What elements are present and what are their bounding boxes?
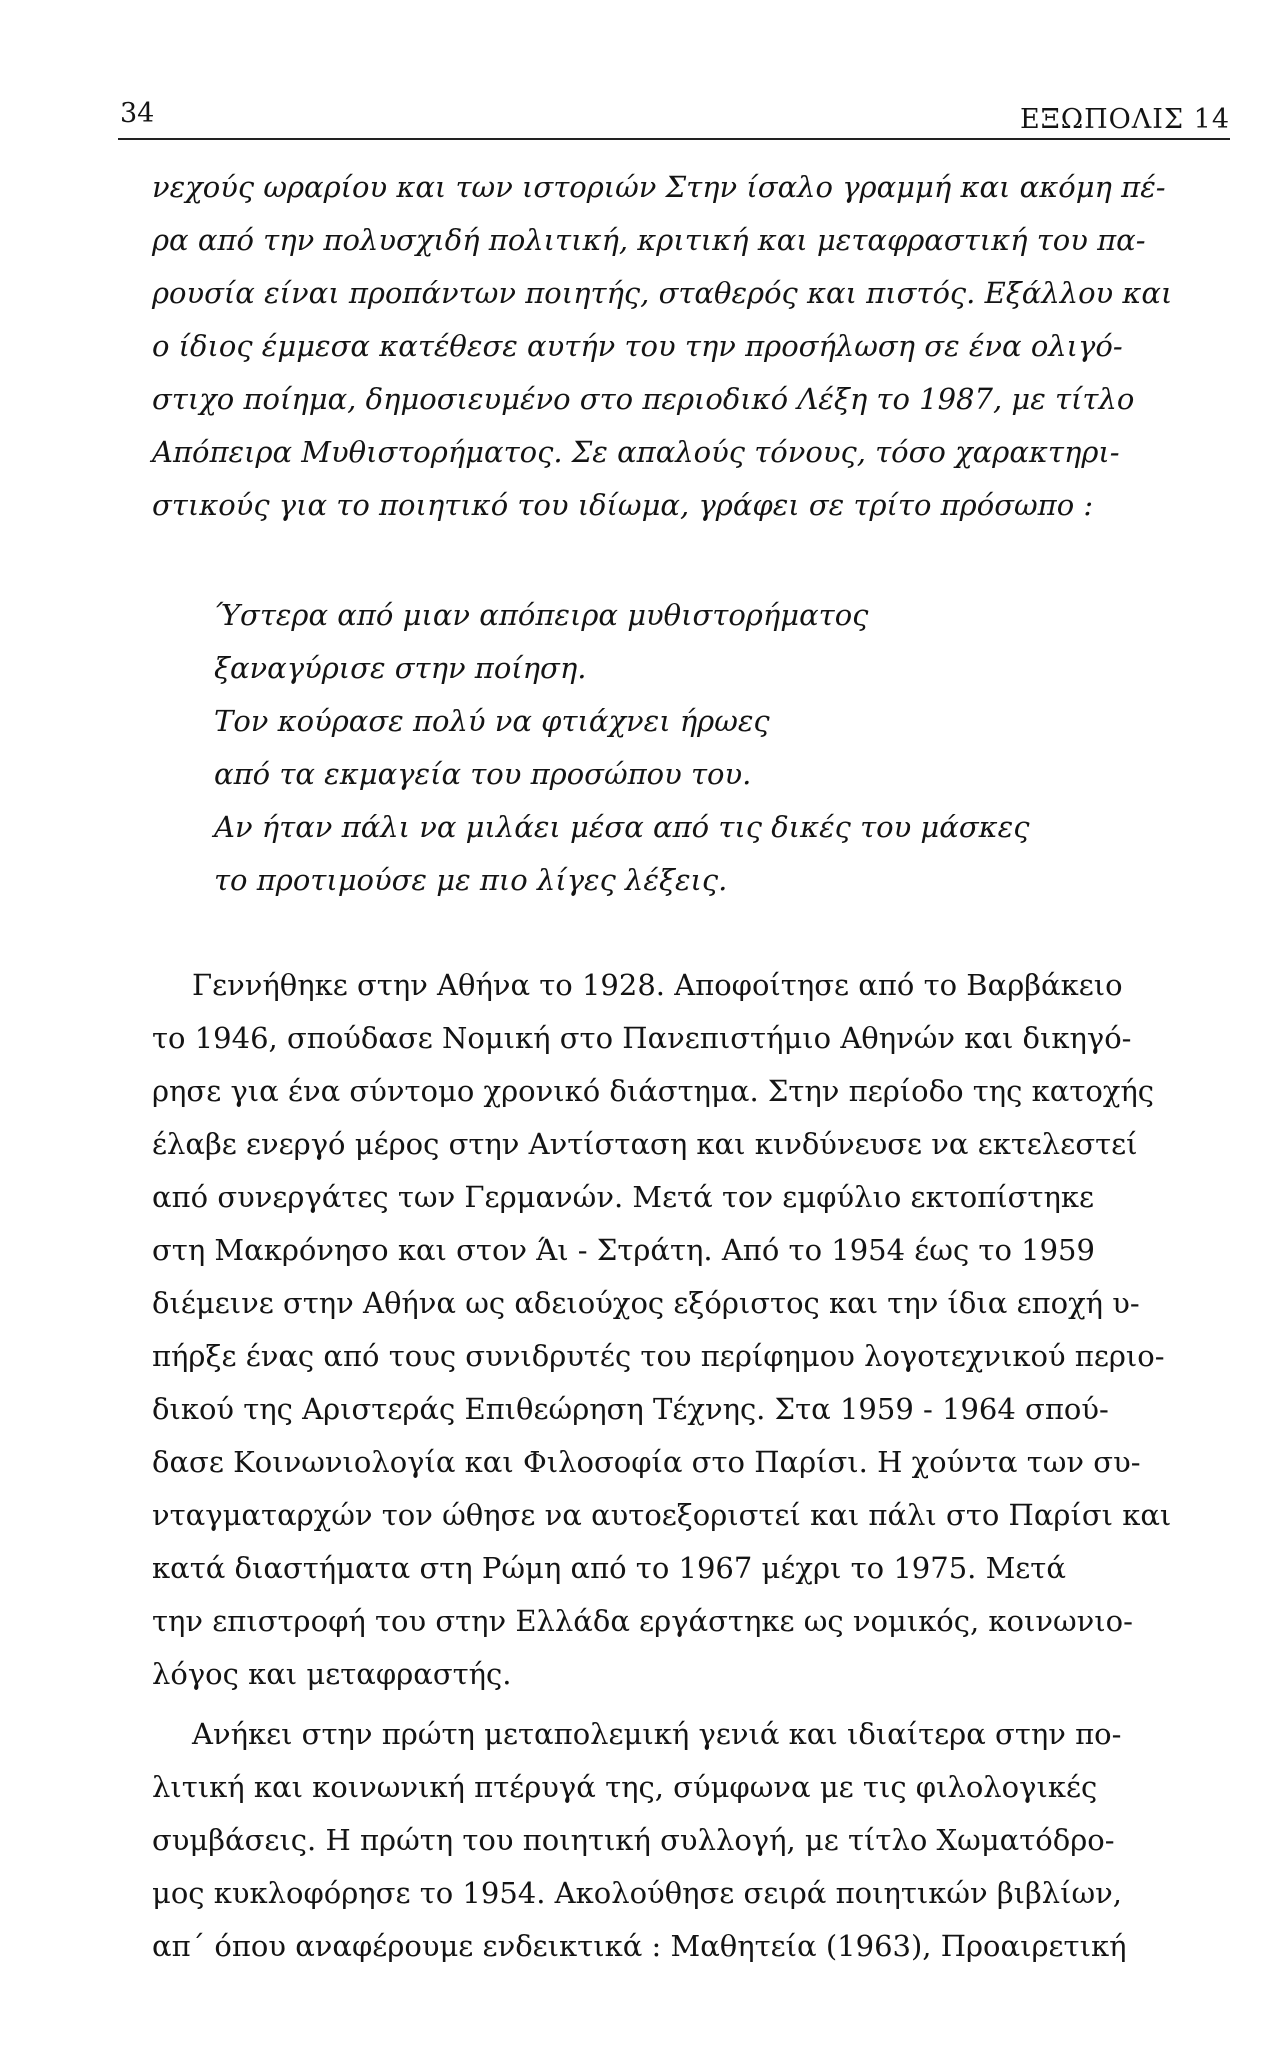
text-line: δικού της Αριστεράς Επιθεώρηση Τέχνης. Στα 1959 - 1964 σπού- — [152, 1392, 1109, 1426]
text-line: από συνεργάτες των Γερμανών. Μετά τον εμφύλιο εκτοπίστηκε — [152, 1180, 1094, 1214]
text-line: νεχούς ωραρίου και των ιστοριών Στην ίσαλο γραμμή και ακόμη πέ- — [152, 170, 1166, 204]
text-line: λιτική και κοινωνική πτέρυγά της, σύμφωνα με τις φιλολογικές — [152, 1770, 1098, 1804]
text-line: στιχο ποίημα, δημοσιευμένο στο περιοδικό Λέξη το 1987, με τίτλο — [152, 382, 1135, 416]
poem-line: Αν ήταν πάλι να μιλάει μέσα από τις δικές του μάσκες — [214, 810, 1030, 844]
page-header — [118, 98, 1230, 142]
text-line: Γεννήθηκε στην Αθήνα το 1928. Αποφοίτησε από το Βαρβάκειο — [192, 968, 1123, 1002]
poem-line: ξαναγύρισε στην ποίηση. — [214, 651, 587, 685]
text-line: το 1946, σπούδασε Νομική στο Πανεπιστήμιο Αθηνών και δικηγό- — [152, 1021, 1132, 1055]
text-line: Απόπειρα Μυθιστορήματος. Σε απαλούς τόνους, τόσο χαρακτηρι- — [152, 435, 1120, 469]
text-line: ρουσία είναι προπάντων ποιητής, σταθερός και πιστός. Εξάλλου και — [152, 276, 1173, 310]
text-line: ρα από την πολυσχιδή πολιτική, κριτική και μεταφραστική του πα- — [152, 223, 1146, 257]
text-line: την επιστροφή του στην Ελλάδα εργάστηκε ως νομικός, κοινωνιο- — [152, 1604, 1133, 1638]
text-line: πήρξε ένας από τους συνιδρυτές του περίφημου λογοτεχνικού περιο- — [152, 1339, 1165, 1373]
text-line: μος κυκλοφόρησε το 1954. Ακολούθησε σειρά ποιητικών βιβλίων, — [152, 1876, 1123, 1910]
poem-line: το προτιμούσε με πιο λίγες λέξεις. — [214, 863, 728, 897]
text-line: ρησε για ένα σύντομο χρονικό διάστημα. Στην περίοδο της κατοχής — [152, 1074, 1155, 1108]
poem-line: Ύστερα από μιαν απόπειρα μυθιστορήματος — [214, 598, 869, 632]
text-line: δασε Κοινωνιολογία και Φιλοσοφία στο Παρίσι. Η χούντα των συ- — [152, 1445, 1141, 1479]
poem-line: Τον κούρασε πολύ να φτιάχνει ήρωες — [214, 704, 770, 738]
text-line: έλαβε ενεργό μέρος στην Αντίσταση και κινδύνευσε να εκτελεστεί — [152, 1127, 1138, 1161]
running-title: ΕΞΩΠΟΛΙΣ 14 — [1020, 104, 1230, 135]
text-line: Ανήκει στην πρώτη μεταπολεμική γενιά και ιδιαίτερα στην πο- — [192, 1717, 1122, 1751]
page-number: 34 — [120, 98, 155, 129]
text-line: κατά διαστήματα στη Ρώμη από το 1967 μέχρι το 1975. Μετά — [152, 1551, 1066, 1585]
text-line: νταγματαρχών τον ώθησε να αυτοεξοριστεί και πάλι στο Παρίσι και — [152, 1498, 1172, 1532]
text-line: στικούς για το ποιητικό του ιδίωμα, γράφει σε τρίτο πρόσωπο : — [152, 488, 1094, 522]
poem-line: από τα εκμαγεία του προσώπου του. — [214, 757, 752, 791]
text-line: διέμεινε στην Αθήνα ως αδειούχος εξόριστος και την ίδια εποχή υ- — [152, 1286, 1140, 1320]
text-line: συμβάσεις. Η πρώτη του ποιητική συλλογή, με τίτλο Χωματόδρο- — [152, 1823, 1115, 1857]
text-line: λόγος και μεταφραστής. — [152, 1657, 512, 1691]
header-rule — [118, 138, 1230, 140]
text-line: ο ίδιος έμμεσα κατέθεσε αυτήν του την προσήλωση σε ένα ολιγό- — [152, 329, 1123, 363]
text-line: στη Μακρόνησο και στον Άι - Στράτη. Από το 1954 έως το 1959 — [152, 1233, 1095, 1267]
text-line: απ΄ όπου αναφέρουμε ενδεικτικά : Μαθητεία (1963), Προαιρετική — [152, 1929, 1127, 1963]
